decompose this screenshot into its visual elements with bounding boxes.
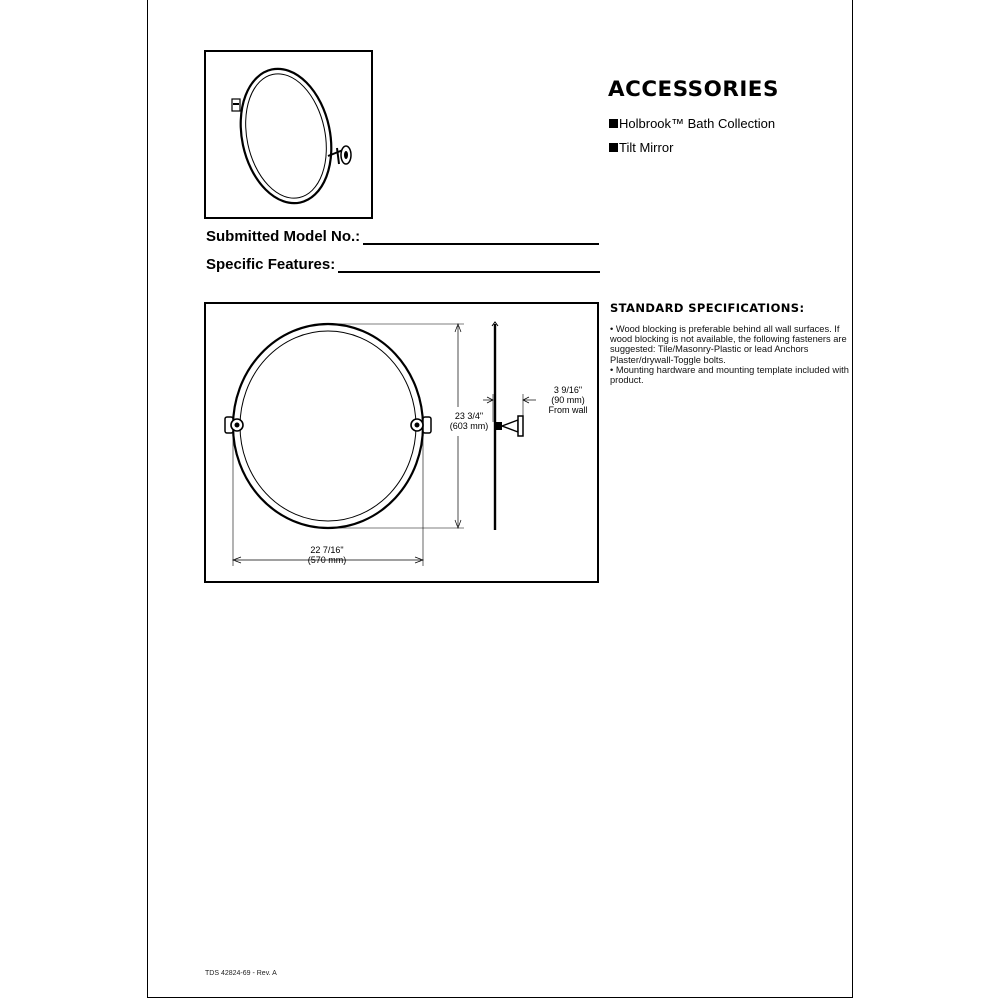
specification-item: • Mounting hardware and mounting template included with product. (610, 364, 849, 386)
tilt-mirror-illustration (206, 52, 375, 221)
specific-features-label: Specific Features: (206, 256, 336, 273)
width-dimension-label: 22 7/16" (570 mm) (307, 545, 347, 565)
feature-label: Holbrook™ Bath Collection (619, 116, 776, 131)
square-bullet-icon (609, 143, 618, 152)
document-id: TDS 42824-69 - Rev. A (205, 970, 277, 977)
page-title: ACCESSORIES (608, 77, 779, 101)
square-bullet-icon (609, 119, 618, 128)
dimension-drawing (204, 302, 599, 583)
specific-features-row (206, 256, 600, 273)
height-dimension-label: 23 3/4" (603 mm) (449, 411, 489, 431)
mirror-dimension-diagram (206, 304, 601, 585)
submitted-model-label: Submitted Model No.: (206, 228, 361, 245)
specifications-list (610, 324, 855, 385)
submitted-model-row (206, 228, 599, 245)
specific-features-field[interactable] (338, 259, 600, 273)
specification-item: • Wood blocking is preferable behind all wall surfaces. If wood blocking is not available, the following fasteners are suggested: Tile/Masonry-Plastic or lead Anchors Plaster/drywall-Toggle bolts. (610, 324, 847, 365)
depth-dimension-label: 3 9/16" (90 mm) From wall (548, 385, 588, 415)
submitted-model-field[interactable] (363, 231, 599, 245)
feature-item (609, 140, 673, 155)
product-image (204, 50, 373, 219)
feature-label: Tilt Mirror (619, 140, 674, 155)
feature-item (609, 116, 775, 131)
specifications-heading: STANDARD SPECIFICATIONS: (610, 301, 805, 315)
